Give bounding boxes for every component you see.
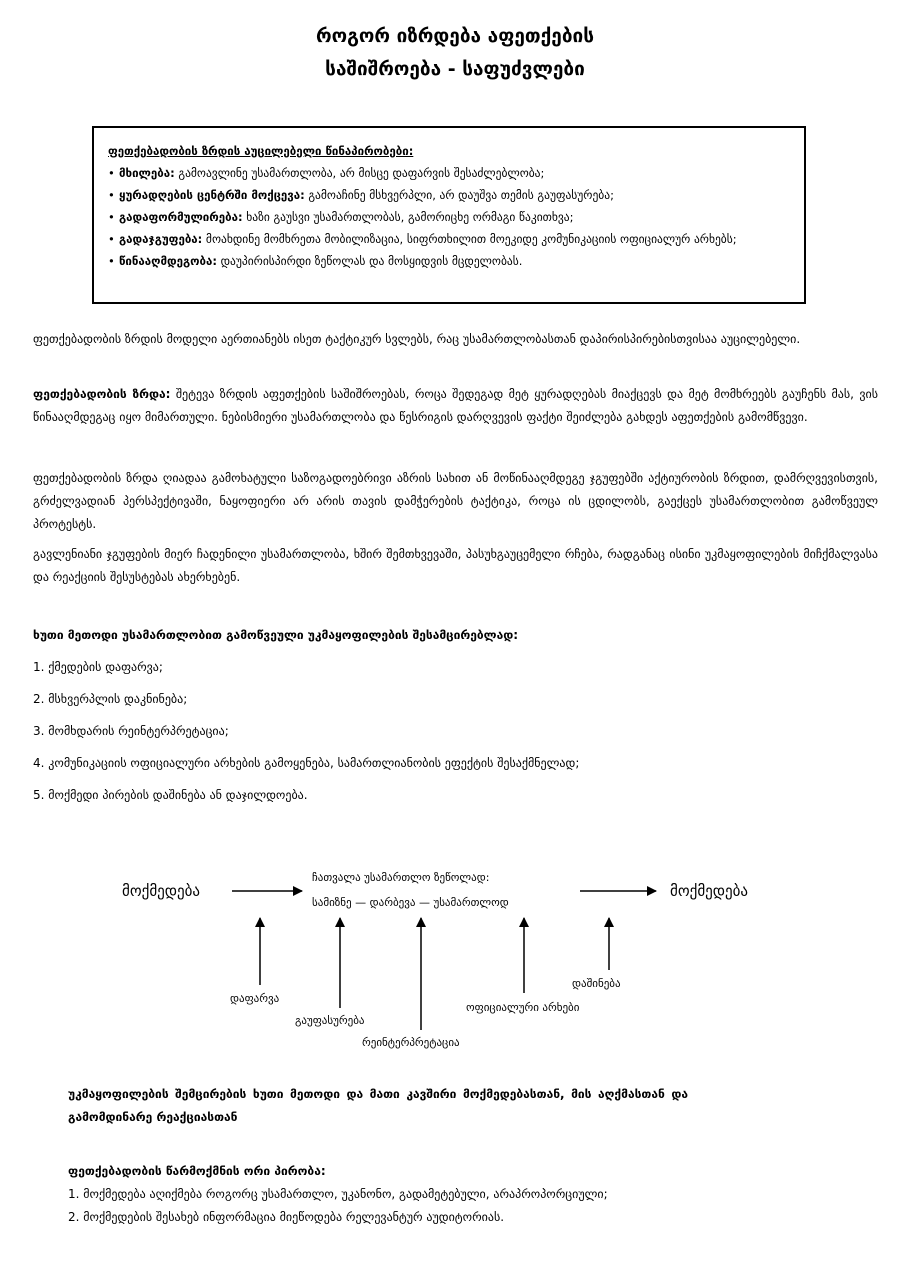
diagram-center-top: ჩათვალა უსამართლო ზეწოლად: [312, 871, 490, 884]
title-line-2: საშიშროება - საფუძვლები [325, 58, 585, 80]
item-text: ხაზი გაუსვი უსამართლობას, გამორიცხე ორმაგი წაკითხვა; [242, 210, 574, 224]
diagram-label-devalue: გაუფასურება [295, 1014, 365, 1027]
method-item: 2. მსხვერპლის დაკნინება; [33, 692, 188, 706]
conditions-heading: ფეთქებადობის წარმოქმნის ორი პირობა: [68, 1164, 326, 1178]
item-term: გადაფორმულირება: [119, 210, 243, 224]
conditions-block [68, 1160, 768, 1229]
item-term: მხილება: [119, 166, 175, 180]
diagram-label-reinterpret: რეინტერპრეტაცია [362, 1036, 460, 1049]
method-item: 5. მოქმედი პირების დაშინება ან დაჯილდოება. [33, 788, 308, 802]
diagram-label-intimidate: დაშინება [572, 977, 621, 990]
diagram-center-bottom: სამიზნე — დარბევა — უსამართლოდ [312, 896, 509, 909]
paragraph-expression: ფეთქებადობის ზრდა ღიადაა გამოხატული საზოგადოებრივი აზრის სახით ან მოწინააღმდეგე ჯგუფებში აქტიურობის ზრდით, დამრღვევისთვის, გრძელვადიან პერსპექტივაში, ნაყოფიერი არ არის თავის დამჭერების ტაქტიკა, როცა ის ცდილობს, გაექცეს უსამართლობით გამოწვეულ პროტესტს. [33, 471, 878, 531]
diagram-action-right: მოქმედება [670, 882, 749, 900]
item-text: გამოავლინე უსამართლობა, არ მისცე დაფარვის შესაძლებლობა; [174, 166, 545, 180]
box-heading: ფეთქებადობის ზრდის აუცილებელი წინაპირობები: [108, 144, 414, 158]
diagram-label-cover: დაფარვა [230, 992, 280, 1005]
paragraph-term: ფეთქებადობის ზრდა: [33, 387, 171, 401]
methods-heading: ხუთი მეთოდი უსამართლობით გამოწვეული უკმაყოფილების შესამცირებლად: [33, 628, 519, 642]
paragraph-groups: გავლენიანი ჯგუფების მიერ ჩადენილი უსამართლობა, ხშირ შემთხვევაში, პასუხგაუცემელი რჩება, რადგანაც ისინი უკმაყოფილების მიჩქმალვასა და რეაქციის შესუსტებას ახერხებენ. [33, 547, 878, 584]
condition-item: 1. მოქმედება აღიქმება როგორც უსამართლო, უკანონო, გადამეტებული, არაპროპორციული; [68, 1187, 608, 1201]
item-term: წინააღმდეგობა: [119, 254, 217, 268]
item-text: დაუპირისპირდი ზეწოლას და მოსყიდვის მცდელობას. [216, 254, 523, 268]
method-item: 4. კომუნიკაციის ოფიციალური არხების გამოყენება, სამართლიანობის ეფექტის შესაქმნელად; [33, 756, 580, 770]
method-item: 3. მომხდარის რეინტერპრეტაცია; [33, 724, 229, 738]
diagram-label-official: ოფიციალური არხები [466, 1001, 580, 1014]
method-item: 1. ქმედების დაფარვა; [33, 660, 163, 674]
diagram-action-left: მოქმედება [122, 882, 201, 900]
item-text: მოახდინე მომხრეთა მობილიზაცია, სიფრთხილით მოეკიდე კომუნიკაციის ოფიციალურ არხებს; [202, 232, 737, 246]
title-line-1: როგორ იზრდება აფეთქების [315, 25, 595, 47]
item-text: გამოაჩინე მსხვერპლი, არ დაუშვა თემის გაუფასურება; [304, 188, 614, 202]
item-term: ყურადღების ცენტრში მოქცევა: [119, 188, 305, 202]
diagram-caption: უკმაყოფილების შემცირების ხუთი მეთოდი და მათი კავშირი მოქმედებასთან, მის აღქმასთან და გამომდინარე რეაქციასთან [68, 1087, 688, 1124]
item-term: გადაჯგუფება: [119, 232, 203, 246]
paragraph-intro: ფეთქებადობის ზრდის მოდელი აერთიანებს ისეთ ტაქტიკურ სვლებს, რაც უსამართლობასთან დაპირისპირებისთვისაა აუცილებელი. [33, 332, 801, 346]
paragraph-text: შეტევა ზრდის აფეთქების საშიშროებას, როცა შედეგად მეტ ყურადღებას მიაქცევს და მეტ მომხრეებს გაუჩენს მას, ვის წინააღმდეგაც იყო მიმართული. ნებისმიერი უსამართლობა და წესრიგის დარღვევის ფაქტი შეიძლება გახდეს აფეთქების გამომწვევი. [33, 387, 878, 424]
condition-item: 2. მოქმედების შესახებ ინფორმაცია მიეწოდება რელევანტურ აუდიტორიას. [68, 1210, 505, 1224]
